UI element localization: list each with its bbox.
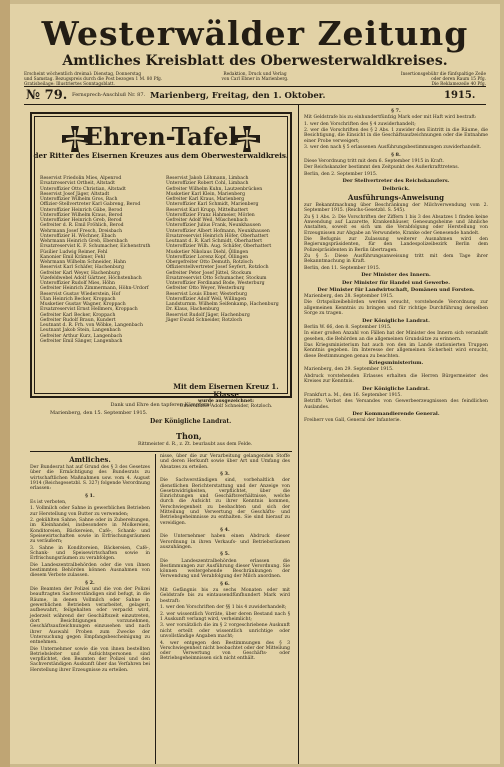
honor-entry: Gefreiter Otto Weyer, Westerburg	[166, 286, 245, 292]
masthead-subtitle: Amtliches Kreisblatt des Oberwesterwaldkreises.	[62, 53, 448, 69]
honor-entry: Ersatzreservist Heinrich Höfer, Oberhattert	[166, 233, 269, 239]
honor-entry: Vizefeldwebel Adolf Gärtner, Höchstenbach	[40, 275, 142, 281]
paragraph: zur Bekanntmachung über Beschränkung der Milchverwendung vom 2. September 1915. (Reichs-Gesetzbl. S. 545).	[304, 202, 488, 214]
honor-entry: Unteroffizier Lorenz Kopf, Öllingen	[166, 254, 249, 260]
honor-entry: Unteroffizier Ferdinand Bode, Westerburg	[166, 281, 265, 286]
signoff-name: Thon,	[176, 431, 202, 441]
honor-entry: Ulan Heinrich Becker, Kroppach	[40, 296, 116, 302]
paragraph: Die Landeszentralbehörden oder die von ihnen bestimmten Behörden können Ausnahmen von diesem Verbote zulassen.	[30, 562, 150, 579]
section-heading: Kriegsministerium.	[368, 360, 424, 367]
paragraph: 1. wer den Vorschriften der §§ 1 bis 4 zuwiderhandelt;	[160, 605, 287, 611]
info-line: Die Reklamezeile 40 Pfg.	[431, 82, 486, 88]
paragraph: Frankfurt a. M., den 16. September 1915.	[304, 392, 402, 398]
honor-entry: Unteroffizier Karl Schmidt, Marienberg	[166, 202, 259, 208]
honor-entry: Unteroffizier Heinrich Gäbe, Berod	[40, 207, 123, 213]
honor-entry: Gefreiter Karl Kraus, Marienberg	[166, 197, 245, 202]
honor-entry: Unteroffizier Robert Cohl, Limbach	[166, 181, 249, 187]
honor-list-right	[166, 176, 288, 323]
honor-entry: Gefreiter Karl Becker, Kroppach	[40, 312, 116, 318]
info-line: von Carl Ebner in Marienberg.	[221, 77, 289, 83]
paragraph: Mit Geldstrafe bis zu einhundertfünfzig Mark oder mit Haft wird bestraft:	[304, 115, 477, 121]
honor-entry: Obergefreiter Otto Demuth, Rotzloch	[166, 260, 253, 265]
newspaper-page	[10, 4, 500, 764]
honor-entry: Füsilier Ludwig Reimer, Fehl	[40, 249, 108, 255]
column-right	[304, 108, 488, 425]
paragraph: Berlin, den 11. September 1915.	[304, 265, 381, 271]
honor-entry: Gefreiter Peter Josef Jüttel, Stockum	[166, 270, 252, 276]
paragraph: 1. wer den Vorschriften des § 4 zuwiderhandelt;	[304, 121, 416, 127]
column-divider	[155, 454, 156, 764]
signoff-role: Rittmeister d. R., z. Zt. beurlaubt aus dem Felde.	[138, 442, 253, 447]
honor-entry: Reservist Rudolf Jäger, Hachenburg	[166, 312, 250, 318]
paragraph: 3. Sahne in Konditoreien, Bäckereien, Café-, Schank- und Speisewirtschaften sowie in Erfrischungsräumen zu verabfolgen.	[30, 545, 150, 562]
masthead-title: Westerwälder Zeitung	[41, 14, 469, 53]
honor-entry: Gefreiter Arthur Kurz, Langenbach	[40, 333, 123, 339]
honor-entry: Unteroffizier Wilh. Aug. Schäfer, Oberhattert	[166, 244, 272, 250]
paragraph: Die Beamten der Polizei und die von der Polizei beauftragten Sachverständigen sind befugt, in die Räume, in denen Vollmilch oder Sahne in gewerblichen Betrieben verarbeitet, gelagert, aufbewahrt, feilgehalten oder verpackt wird, jederzeit während der Geschäftszeit einzutreten, dort Besichtigungen vorzunehmen, Geschäftsaufzeichnungen einzusehen und nach ihrer Auswahl Proben zum Zwecke der Untersuchung gegen Empfangsbescheinigung zu entnehmen.	[30, 587, 150, 646]
issue-phone: Fernsprech-Anschluß Nr. 87.	[72, 92, 146, 98]
honor-entry: Landsturmm. Wilhelm Seifenkamp, Hachenburg	[166, 302, 279, 307]
binding-edge	[0, 0, 10, 767]
honor-entry: Unteroffizier Wilhelm Kraus, Berod	[40, 212, 123, 218]
paragraph: 2. gekühlten Sahne, Sahne oder in Zubereitungen, im Kleinhandel, insbesondere in Molkereien, Konditoreien, Bäckereien, Café-, Schank- und Speisewirtschaften sowie in Erfrischungsräumen zu veräußern;	[30, 518, 150, 545]
bottom-rule	[24, 104, 486, 105]
section-heading: Der Königliche Landrat.	[362, 317, 430, 324]
paragraph: Betrifft: Verbot des Versandes von Gewerbeerzeugnissen des feindlichen Auslandes.	[304, 399, 488, 410]
honor-entry: Ersatzreservist K. F. Schumacher, Eichenstruth	[40, 244, 151, 250]
paragraph: Die Unternehmer sowie die von ihnen bestellten Betriebsleiter und Aufsichtspersonen sind verpflichtet, den Beamten der Polizei und den Sachverständigen Auskunft über das Verfahren bei Herstellung ihrer Erzeugnisse zu erteilen.	[30, 646, 150, 673]
issue-year: 1915.	[444, 90, 476, 101]
section-heading: Der Minister für Handel und Gewerbe.	[341, 279, 451, 286]
honor-entry: Ersatzreservist Otto Schumacher, Stockum	[166, 275, 267, 281]
column-middle	[160, 454, 290, 663]
paragraph: Die Unternehmer haben einen Abdruck dieser Verordnung in ihren Verkaufs- und Betriebsräumen auszuhängen.	[160, 534, 290, 550]
thanks-line: Dank und Ehre den tapferen Kämpfern!	[110, 402, 212, 408]
honor-entry: Gefreiter Rudolf Braun, Kundert	[40, 317, 116, 323]
honor-entry: Reservist Louis Ebner, Westerburg	[166, 291, 248, 297]
paragraph: 1. Vollmilch oder Sahne in gewerblichen Betrieben zur Herstellung von Butter zu verwenden;	[30, 506, 150, 517]
section-title-amtliches: Amtliches.	[69, 455, 111, 464]
paragraph: Das Kriegsministerium hat auch von den im Lande stationierten Truppen Kenntnis gegeben. Im Interesse der allgemeinen Sicherheit wird ersucht, diese Bestimmungen genau zu beachten.	[304, 343, 488, 359]
honor-entry: Jäger Ewald Schneider, Rotzloch	[166, 317, 243, 323]
honor-entry: Unteroffizier Wilhelm Gros, Bach	[40, 197, 118, 202]
honor-entry: Musketier Nikolaus Diehl, Öllingen	[166, 249, 249, 255]
section-heading: Der Minister für Landwirtschaft, Domänen und Forsten.	[317, 286, 475, 293]
paragraph: Freiherr von Gall, General der Infanterie.	[304, 418, 401, 424]
section-heading: § 4.	[220, 527, 230, 534]
honor-entry: Wehrmann Josef Fresch, Dreisbach	[40, 228, 123, 234]
section-heading: Delbrück.	[382, 185, 410, 192]
honor-entry: Unteroffizier Adolf Weil, Willingen	[166, 296, 247, 302]
signoff-place: Marienberg, den 15. September 1915.	[50, 410, 148, 416]
info-line: Insertionsgebühr die fünfspaltige Zeile	[400, 72, 486, 77]
honor-entry: Gefreiter Karl Weyer, Hachenburg	[40, 270, 120, 276]
paragraph: Mit Gefängnis bis zu sechs Monaten oder mit Geldstrafe bis zu eintausendfünfhundert Mark wird bestraft:	[160, 588, 290, 604]
paragraph: Die Sachverständigen sind, vorbehaltlich der dienstlichen Berichterstattung und der Anzeige von Gesetzwidrigkeiten, verpflichtet, über die Einrichtungen und Geschäftsverhältnisse, welche durch die Aufsicht zu ihrer Kenntnis kommen, Verschwiegenheit zu beobachten und sich der Mitteilung und Verwertung der Geschäfts- und Betriebsgeheimnisse zu enthalten. Sie sind hierauf zu vereidigen.	[160, 478, 290, 526]
paragraph: Die Ortspolizeibehörden werden ersucht, vorstehende Verordnung zur allgemeinen Kenntnis zu bringen und für richtige Durchführung derselben Sorge zu tragen.	[304, 300, 488, 317]
ek1-sub: wurde ausgezeichnet:	[198, 399, 254, 404]
paragraph: Marienberg, den 29. September 1915.	[304, 367, 394, 373]
paragraph: Marienberg, den 28. September 1915.	[304, 293, 394, 299]
honor-entry: Dr. Klaus, Hachenburg	[166, 307, 220, 313]
section-heading: Der Stellvertreter des Reichskanzlers.	[342, 178, 450, 185]
honor-entry: Unteroffizier Heinrich Greb, Berod	[40, 218, 122, 223]
section-heading: § 1.	[85, 492, 95, 499]
paragraph: 3. wer vorsätzlich die im § 2 vorgeschriebene Auskunft nicht erteilt oder wissentlich unrichtige oder unvollständige Angaben macht;	[160, 623, 290, 640]
honor-roll-subtitle: der Ritter des Eisernen Kreuzes aus dem Oberwesterwaldkreis.	[33, 151, 289, 160]
honor-entry: Reservist Karl Krupp, Mittelhattert	[166, 207, 249, 213]
honor-entry: Gefreiter Adolf Weil, Müschenbach	[166, 218, 248, 223]
honor-entry: Reservist Gustav Wiederstein, Hof	[40, 291, 121, 297]
honor-entry: Unteroffizier Albert Hofmann, Neunkhausen	[166, 228, 270, 234]
info-center	[190, 72, 320, 82]
top-rule	[24, 86, 486, 87]
section-heading: § 8.	[391, 151, 401, 158]
column-left	[30, 454, 150, 674]
column-middle-body	[160, 454, 290, 662]
section-heading: Ausführungs-Anweisung	[348, 192, 444, 202]
section-heading: § 2.	[85, 579, 95, 586]
paragraph: 3. wer den nach § 5 erlassenen Ausführungsbestimmungen zuwiderhandelt.	[304, 145, 482, 151]
honor-entry: Unteroffizier Franz Hahmeier, Mörlen	[166, 212, 255, 218]
info-line: Gratisbeilage: Illustriertes Sonntagsblatt.	[24, 82, 115, 88]
paragraph: Zu § 5: Diese Ausführungsanweisung tritt mit dem Tage ihrer Bekanntmachung in Kraft.	[304, 254, 488, 265]
section-heading: § 5.	[220, 551, 230, 558]
paragraph: Die Befugnis zur Zulassung weiterer Ausnahmen wird den Regierungspräsidenten, für den Landespolizeibezirk Berlin dem Polizeipräsidenten in Berlin übertragen.	[304, 237, 488, 253]
paragraph: Berlin W. 66, den 8. September 1915.	[304, 324, 392, 330]
honor-entry: Gefreiter Wilhelm Kuhn, Lautzenbrücken	[166, 186, 263, 192]
paragraph: In einer großen Anzahl von Fällen hat der Minister des Innern sich veranlaßt gesehen, die Behörden an die allgemeinen Grundsätze zu erinnern.	[304, 331, 488, 342]
paragraph: 4. wer entgegen den Bestimmungen des § 3 Verschwiegenheit nicht beobachtet oder der Mitteilung oder Verwertung von Geschäfts- oder Betriebsgeheimnissen sich nicht enthält.	[160, 640, 290, 662]
honor-entry: Gefreiter d. R. Emil Fröhlich, Berod	[40, 223, 124, 229]
honor-entry: Reservist Jakob Löhmann, Limbach	[166, 176, 249, 181]
honor-entry: Musketier Karl Klein, Marienberg	[166, 191, 246, 197]
honor-entry: Musketier Gustav Wagner, Kroppach	[40, 302, 126, 307]
section-heading: § 3.	[220, 471, 230, 478]
paragraph: Abdruck vorstehenden Erlasses erhalten die Herren Bürgermeister des Kreises zur Kenntnis.	[304, 373, 488, 385]
iron-cross-first-class-heading: Mit dem Eisernen Kreuz 1. Klasse	[173, 382, 279, 399]
paragraph: 2. wer wissentlich Vorräte, über deren Bestand nach § 1 Auskunft verlangt wird, verheimlicht;	[160, 611, 290, 622]
issue-date: Marienberg, Freitag, den 1. Oktober.	[150, 91, 326, 101]
honor-entry: Gefreiter Heinrich Zimmermann, Höhn-Urdorf	[40, 286, 149, 292]
honor-entry: Leutnant d. R. Karl Schmidt, Oberhattert	[166, 239, 263, 244]
honor-entry: Gefreiter Emil Sänger, Langenbach	[40, 338, 123, 344]
section-heading: Der Königliche Landrat.	[362, 385, 430, 392]
info-line: Redaktion, Druck und Verlag	[223, 72, 287, 77]
info-line: oder deren Raum 15 Pfg.	[431, 77, 486, 83]
honor-roll-title: Ehren-Tafel	[84, 122, 238, 151]
issue-number: № 79.	[26, 88, 68, 103]
honor-entry: Wehrmann Wilhelm Schneider, Hahn	[40, 260, 126, 265]
honor-entry: Offizierstellvertreter Josef Seyfert, Rotzloch	[166, 265, 269, 271]
column-left-body	[30, 465, 150, 673]
section-rule	[30, 451, 292, 452]
honor-entry: Unteroffizier Rudolf Mies, Höhn	[40, 281, 115, 286]
info-line: und Samstag. Bezugspreis durch die Post bezogen 1 M. 80 Pfg.	[24, 77, 163, 83]
section-heading: § 6.	[220, 580, 230, 587]
paragraph: Berlin, den 2. September 1915.	[304, 171, 378, 177]
honor-entry: Offizier-Stellvertreter Karl Gabreng, Berod	[40, 202, 141, 208]
column-right-body	[304, 108, 488, 423]
honor-entry: Reservist Karl Schäfer, Hachenburg	[40, 265, 124, 271]
honor-entry: Reservist Friedolin Mies, Alpenrod	[40, 176, 122, 181]
honor-entry: Leutnant Jakob Stein, Langenbach	[40, 328, 121, 334]
paragraph: nisse, über die zur Verarbeitung gelangenden Stoffe und deren Herkunft sowie über Art und Umfang des Absatzes zu erteilen.	[160, 454, 290, 470]
info-line: Erscheint wöchentlich dreimal: Dienstag, Donnerstag	[24, 72, 142, 77]
paragraph: Der Reichskanzler bestimmt den Zeitpunkt des Außerkrafttretens.	[304, 165, 460, 171]
honor-entry: Unteroffizier Julius Frank, Neunkhausen	[166, 223, 261, 229]
paragraph: Der Bundesrat hat auf Grund des § 3 des Gesetzes über die Ermächtigung des Bundesrats zu wirtschaftlichen Maßnahmen usw. vom 4. August 1914 (Reichsgesetzbl. S. 327) folgende Verordnung erlassen:	[30, 465, 150, 492]
paragraph: Es ist verboten,	[30, 499, 67, 505]
honor-entry: Ersatzreservist Ortheit, Altstadt	[40, 181, 115, 187]
section-heading: Der Kommandierende General.	[352, 410, 440, 417]
honor-entry: Kanonier Emil Krämer, Fehl	[40, 254, 105, 260]
paragraph: Zu § 1 Abs. 2: Die Vorschriften der Ziffern 1 bis 3 des Absatzes 1 finden keine Anwendung auf Lazarette, Krankenhäuser, Genesungsheime und ähnliche Anstalten, soweit es sich um die Verabfolgung oder Herstellung von Erzeugnissen zur Abgabe an Verwundete, Kranke oder Genesende handelt.	[304, 214, 488, 236]
honor-entry: Wehrmann Heinrich Greb, Ebersbach	[40, 239, 128, 244]
paragraph: Diese Verordnung tritt mit dem 6. September 1915 in Kraft.	[304, 158, 444, 164]
section-heading: Der Minister des Innern.	[361, 272, 431, 279]
honor-entry: Unteroffizier Otto Christian, Altstadt	[40, 186, 126, 192]
honor-list-left	[40, 176, 162, 344]
signoff-office: Der Königliche Landrat.	[150, 418, 232, 425]
honor-entry: Reservist Josef Jäger, Altstadt	[40, 191, 110, 197]
honor-entry: Ersatzreservist Ernst Hellmers, Kroppach	[40, 307, 138, 313]
paragraph: Die Landeszentralbehörden erlassen die Bestimmungen zur Ausführung dieser Verordnung. Sie können weitergehende Beschränkungen der Verwendung und Verabfolgung der Milch anordnen.	[160, 558, 290, 580]
honor-entry: Unteroffizier H. Wöchner, Ebach	[40, 233, 116, 239]
honor-entry: Leutnant d. R. Frh. von Wöbke, Langenbach	[40, 323, 143, 328]
column-divider	[298, 104, 299, 764]
ek1-name: Unteroffizier Adolf Schneider, Rotzloch.	[179, 404, 273, 410]
paragraph: 2. wer die Vorschriften des § 2 Abs. 1 zuwider den Eintritt in die Räume, die Besichtigung, die Einsicht in die Geschäftsaufzeichnungen oder die Entnahme einer Probe verweigert;	[304, 128, 488, 144]
section-heading: § 7.	[391, 108, 401, 114]
